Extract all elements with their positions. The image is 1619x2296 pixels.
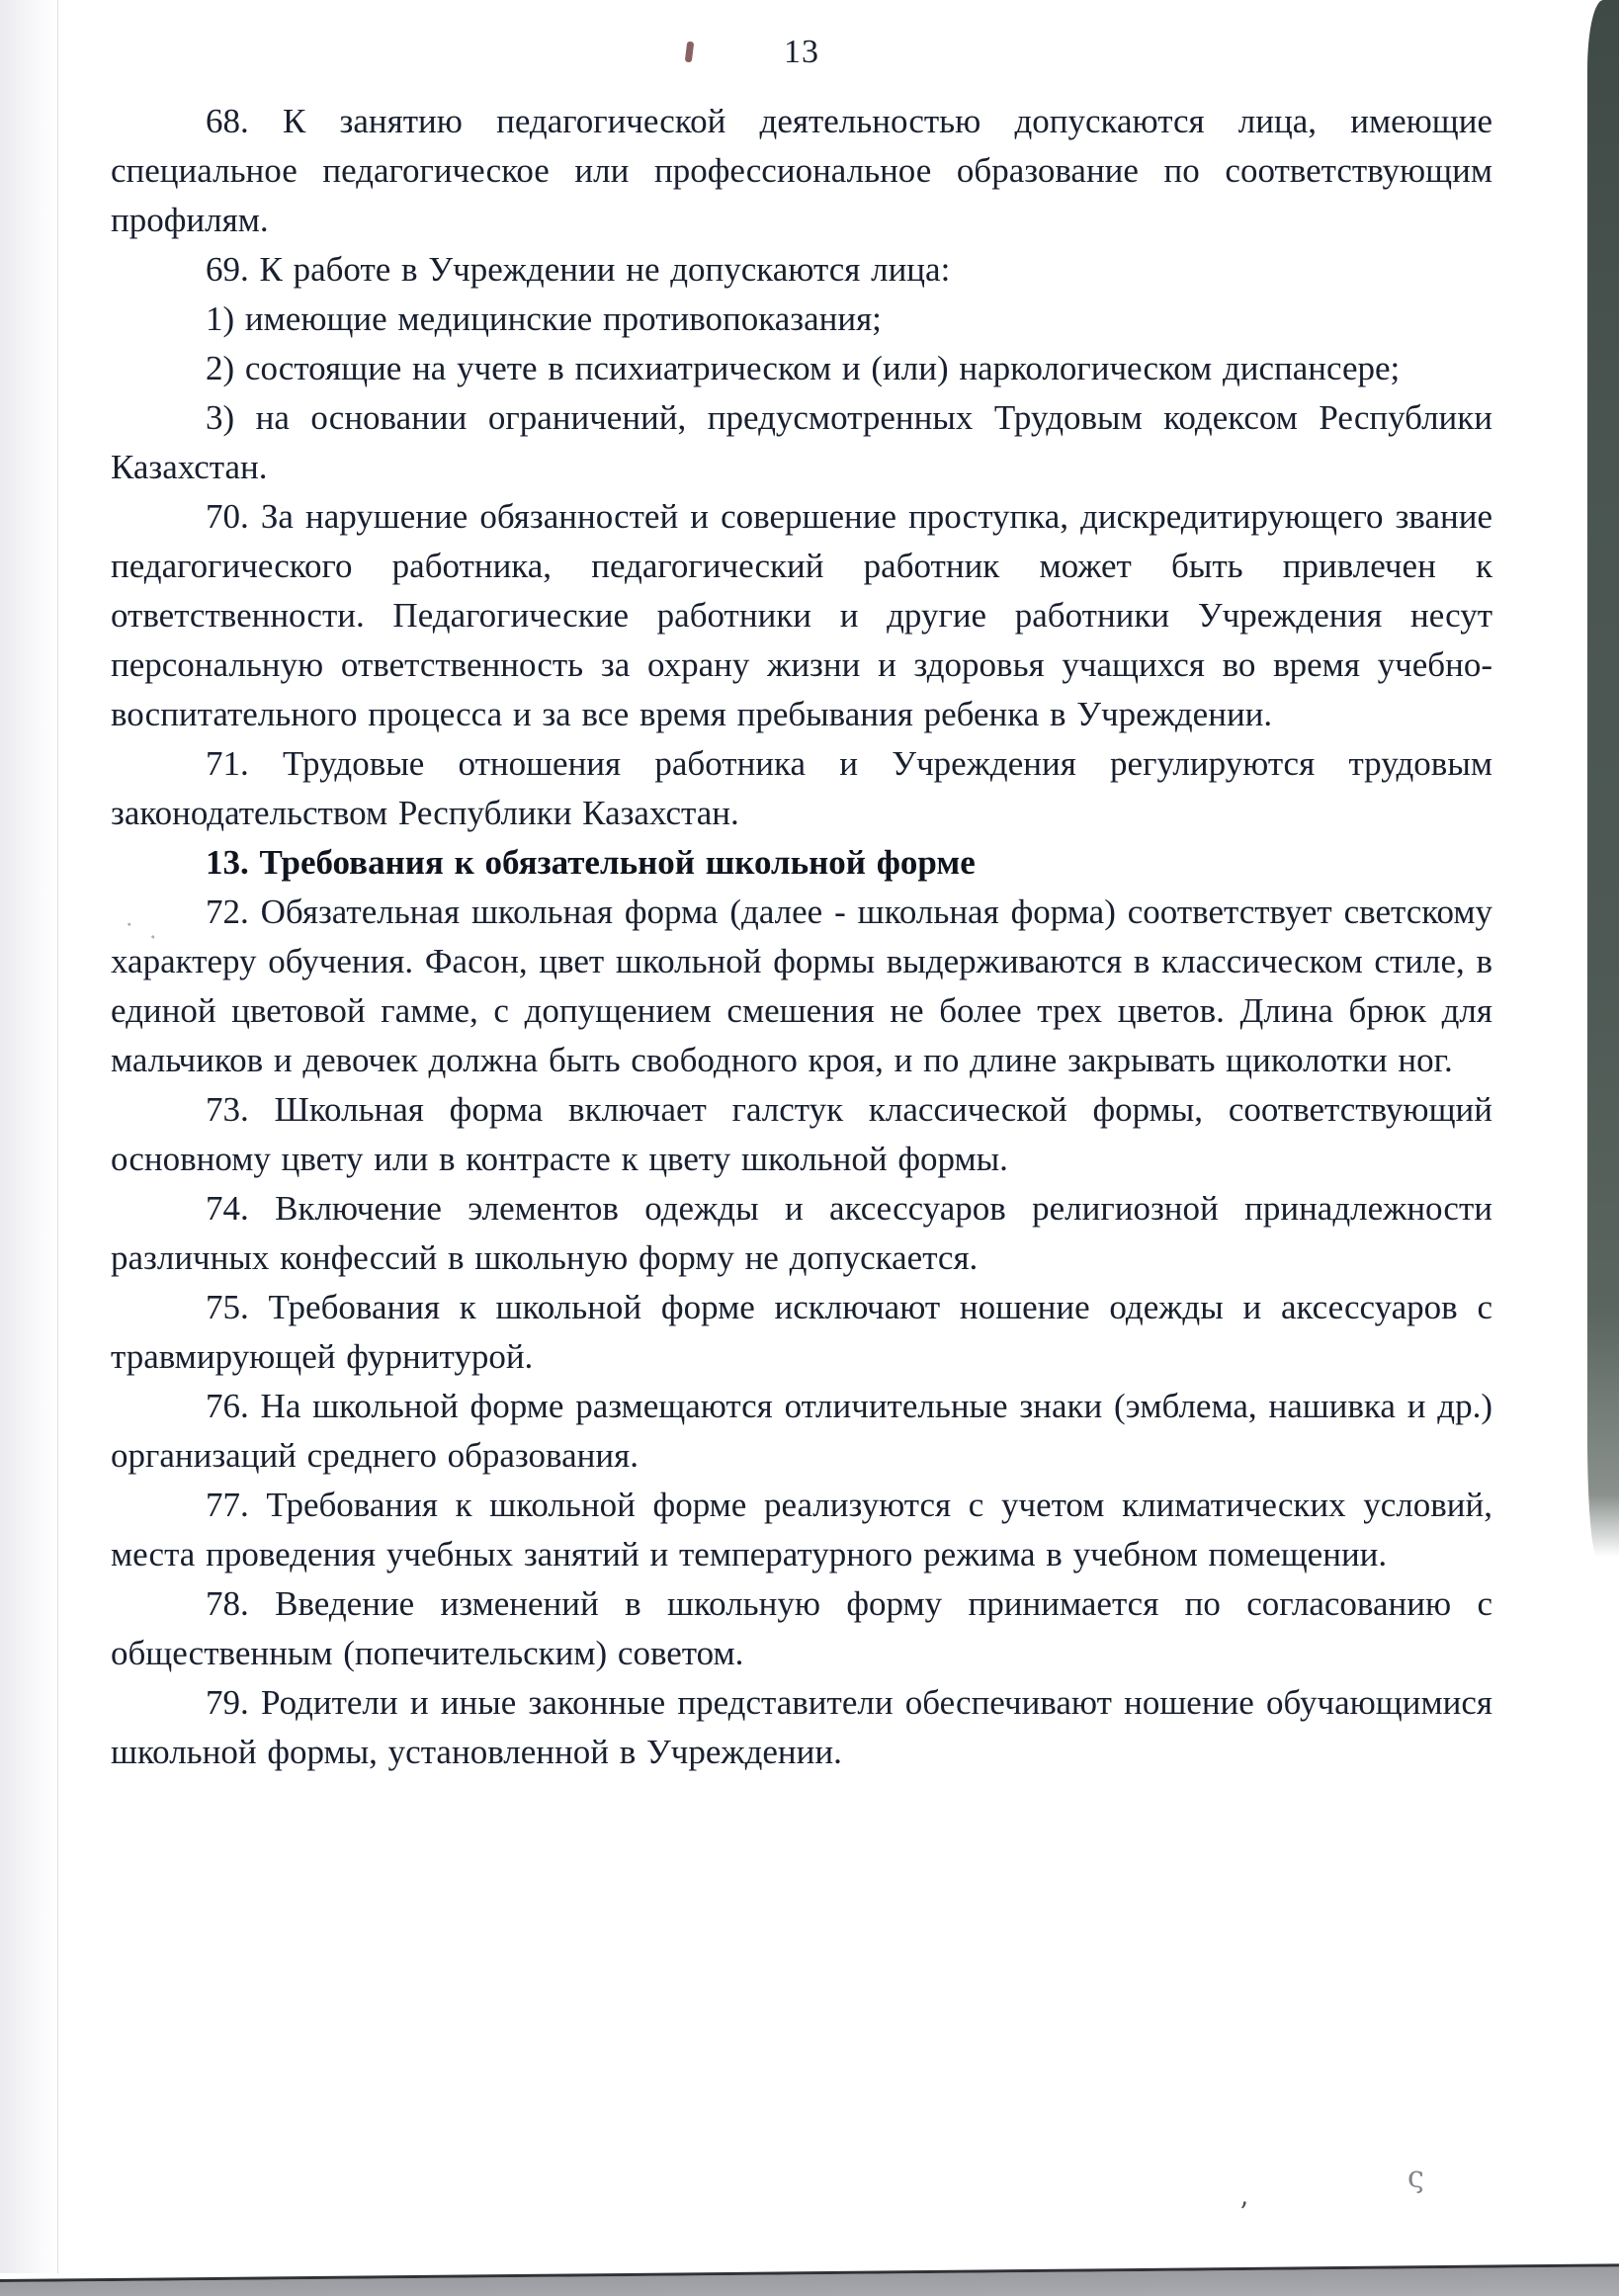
scan-right-edge-band [1587,0,1619,1557]
paragraph-74: 74. Включение элементов одежды и аксессуаров религиозной принадлежности различных конфессий в школьную форму не допускается. [111,1189,1492,1277]
list-item-1: 1) имеющие медицинские противопоказания; [206,299,882,338]
paragraph-73: 73. Школьная форма включает галстук классической формы, соответствующий основному цвету или в контрасте к цвету школьной формы. [111,1090,1492,1178]
paragraph-75: 75. Требования к школьной форме исключают ношение одежды и аксессуаров с травмирующей фурнитурой. [111,1288,1492,1376]
paragraph-78: 78. Введение изменений в школьную форму принимается по согласованию с общественным (попечительским) советом. [111,1584,1492,1672]
list-item-3: 3) на основании ограничений, предусмотренных Трудовым кодексом Республики Казахстан. [111,398,1492,486]
paragraph-77: 77. Требования к школьной форме реализуются с учетом климатических условий, места проведения учебных занятий и температурного режима в учебном помещении. [111,1486,1492,1573]
pencil-dots-artifact: · . [122,909,167,946]
paragraph-76: 76. На школьной форме размещаются отличительные знаки (эмблема, нашивка и др.) организаций среднего образования. [111,1387,1492,1475]
paragraph-72: 72. Обязательная школьная форма (далее - школьная форма) соответствует светскому характеру обучения. Фасон, цвет школьной формы выдерживаются в классическом стиле, в единой цветовой гамме, с допущением смешения не более трех цветов. Длина брюк для мальчиков и девочек должна быть свободного кроя, и по длине закрывать щиколотки ног. [111,893,1492,1079]
scan-bottom-edge [0,2263,1619,2296]
section-13-heading: 13. Требования к обязательной школьной форме [206,843,976,882]
paragraph-79: 79. Родители и иные законные представители обеспечивают ношение обучающимися школьной формы, установленной в Учреждении. [111,1683,1492,1771]
squiggle-artifact: ς [1407,2161,1424,2195]
paper-left-crease [0,0,58,2273]
paragraph-71: 71. Трудовые отношения работника и Учреждения регулируются трудовым законодательством Республики Казахстан. [111,744,1492,832]
list-item-2: 2) состоящие на учете в психиатрическом и (или) наркологическом диспансере; [206,349,1401,387]
page-number: 13 [784,34,819,70]
paragraph-69: 69. К работе в Учреждении не допускаются лица: [206,250,951,289]
apostrophe-artifact: ’ [1239,2196,1248,2229]
paragraph-68: 68. К занятию педагогической деятельностью допускаются лица, имеющие специальное педагогическое или профессиональное образование по соответствующим профилям. [111,102,1492,239]
paragraph-70: 70. За нарушение обязанностей и совершение проступка, дискредитирующего звание педагогического работника, педагогический работник может быть привлечен к ответственности. Педагогические работники и другие работники Учреждения несут персональную ответственность за охрану жизни и здоровья учащихся во время учебно-воспитательного процесса и за все время пребывания ребенка в Учреждении. [111,497,1492,733]
document-text [111,97,1492,1777]
